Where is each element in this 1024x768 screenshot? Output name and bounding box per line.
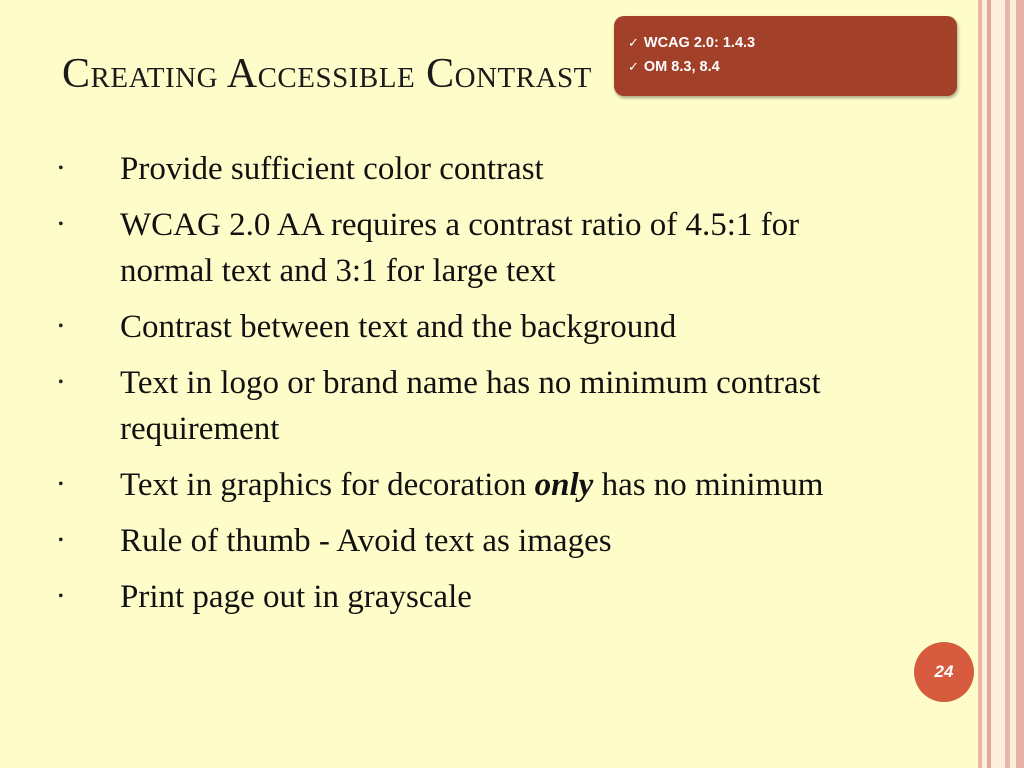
checkmark-icon: ✓: [628, 59, 639, 74]
bullet-item: [58, 146, 858, 192]
bullet-text: [120, 467, 823, 503]
bullet-icon: •: [58, 476, 64, 493]
bullet-item: [58, 202, 858, 294]
stripe: [1016, 0, 1024, 768]
bullet-text-start: Text in graphics for decoration: [120, 467, 535, 503]
bullet-item: [58, 574, 858, 620]
bullet-item: [58, 360, 858, 452]
bullet-icon: •: [58, 374, 64, 391]
checkmark-icon: ✓: [628, 35, 639, 50]
reference-list: [628, 31, 755, 79]
bullet-icon: •: [58, 588, 64, 605]
bullet-icon: •: [58, 318, 64, 335]
bullet-text-end: has no minimum: [593, 467, 824, 503]
bullet-text: Contrast between text and the background: [120, 309, 677, 345]
bullet-list: [58, 146, 858, 630]
page-number-badge: 24: [914, 642, 974, 702]
reference-item: [628, 31, 755, 55]
bullet-text: Print page out in grayscale: [120, 579, 472, 615]
bullet-icon: •: [58, 160, 64, 177]
stripe: [991, 0, 1005, 768]
emphasized-word: only: [534, 467, 594, 503]
reference-text: WCAG 2.0: 1.4.3: [643, 35, 756, 51]
bullet-text: WCAG 2.0 AA requires a contrast ratio of 4.5:1 for normal text and 3:1 for large text: [120, 207, 800, 289]
bullet-item: [58, 304, 858, 350]
bullet-icon: •: [58, 216, 64, 233]
slide-title: Creating Accessible Contrast: [62, 51, 592, 97]
reference-box: [614, 16, 957, 96]
decorative-stripes: [978, 0, 1024, 768]
bullet-icon: •: [58, 532, 64, 549]
reference-text: OM 8.3, 8.4: [643, 59, 720, 75]
bullet-text: Provide sufficient color contrast: [120, 151, 544, 187]
bullet-item: [58, 462, 858, 508]
bullet-item: [58, 518, 858, 564]
bullet-text: Text in logo or brand name has no minimum contrast requirement: [120, 365, 821, 447]
bullet-text: Rule of thumb - Avoid text as images: [120, 523, 612, 559]
reference-item: [628, 55, 755, 79]
